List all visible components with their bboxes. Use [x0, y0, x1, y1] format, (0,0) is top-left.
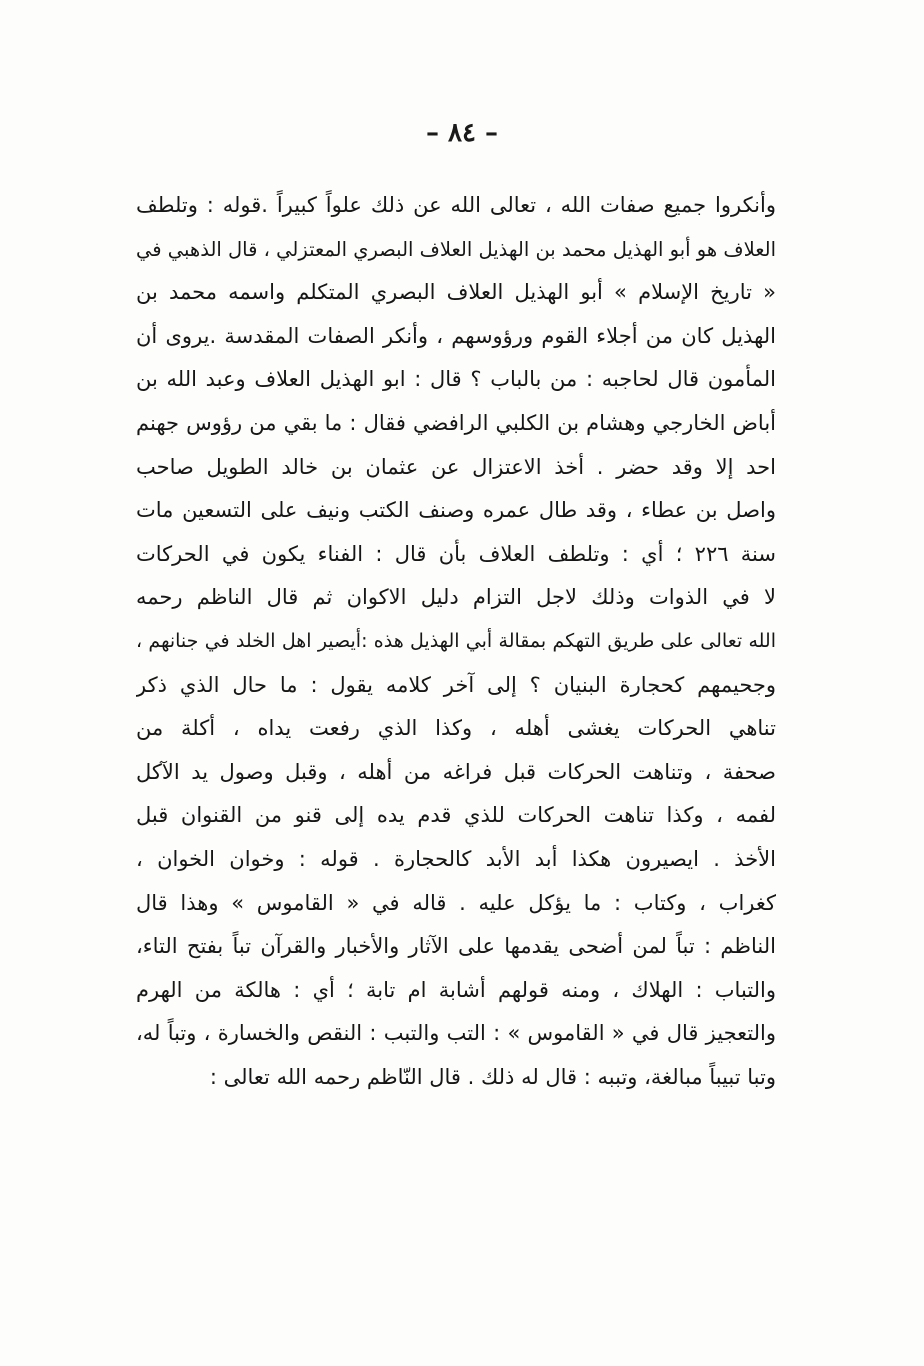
text-line: وتبا تبيباً مبالغة، وتببه : قال له ذلك . قال النّاظم رحمه الله تعالى :	[209, 1064, 776, 1089]
text-line: كغراب ، وكتاب : ما يؤكل عليه . قاله في « القاموس » وهذا قال	[136, 890, 776, 915]
text-line: وأنكروا جميع صفات الله ، تعالى الله عن ذلك علواً كبيراً .قوله : وتلطف	[136, 193, 776, 217]
page-number: – ٨٤ –	[425, 118, 499, 148]
text-line: الأخذ . ايصيرون هكذا أبد الأبد كالحجارة . قوله : وخوان الخوان ،	[136, 846, 776, 871]
text-line: الهذيل كان من أجلاء القوم ورؤوسهم ، وأنكر الصفات المقدسة .يروى أن	[136, 323, 776, 348]
text-line: سنة ٢٢٦ ؛ أي : وتلطف العلاف بأن قال : الفناء يكون في الحركات	[136, 541, 776, 566]
text-line: لفمه ، وكذا تناهت الحركات للذي قدم يده إلى قنو من القنوان قبل	[136, 803, 776, 828]
text-line: « تاريخ الإسلام » أبو الهذيل العلاف البصري المتكلم واسمه محمد بن	[136, 280, 776, 305]
text-line: الله تعالى على طريق التهكم بمقالة أبي الهذيل هذه :أيصير اهل الخلد في جنانهم ،	[136, 629, 776, 652]
body-text	[136, 184, 776, 1099]
text-line: العلاف هو أبو الهذيل محمد بن الهذيل العلاف البصري المعتزلي ، قال الذهبي في	[136, 237, 776, 261]
text-line: والتعجيز قال في « القاموس » : التب والتبب : النقص والخسارة ، وتباً له،	[136, 1021, 776, 1046]
text-line: المأمون قال لحاجبه : من بالباب ؟ قال : ابو الهذيل العلاف وعبد الله بن	[136, 367, 776, 392]
text-line: وجحيمهم كحجارة البنيان ؟ إلى آخر كلامه يقول : ما حال الذي ذكر	[136, 672, 776, 697]
text-line: الناظم : تباً لمن أضحى يقدمها على الآثار والأخبار والقرآن تباً بفتح التاء،	[136, 934, 776, 959]
text-line: صحفة ، وتناهت الحركات قبل فراغه من أهله ، وقبل وصول يد الآكل	[136, 759, 776, 784]
text-line: والتباب : الهلاك ، ومنه قولهم أشابة ام تابة ؛ أي : هالكة من الهرم	[136, 977, 776, 1002]
text-line: لا في الذوات وذلك لاجل التزام دليل الاكوان ثم قال الناظم رحمه	[136, 585, 776, 610]
text-line: تناهي الحركات يغشى أهله ، وكذا الذي رفعت يداه ، أكلة من	[136, 716, 776, 741]
text-line: احد إلا وقد حضر . أخذ الاعتزال عن عثمان بن خالد الطويل صاحب	[136, 454, 776, 479]
text-line: أباض الخارجي وهشام بن الكلبي الرافضي فقال : ما بقي من رؤوس جهنم	[136, 410, 776, 435]
text-line: واصل بن عطاء ، وقد طال عمره وصنف الكتب ونيف على التسعين مات	[136, 498, 776, 523]
